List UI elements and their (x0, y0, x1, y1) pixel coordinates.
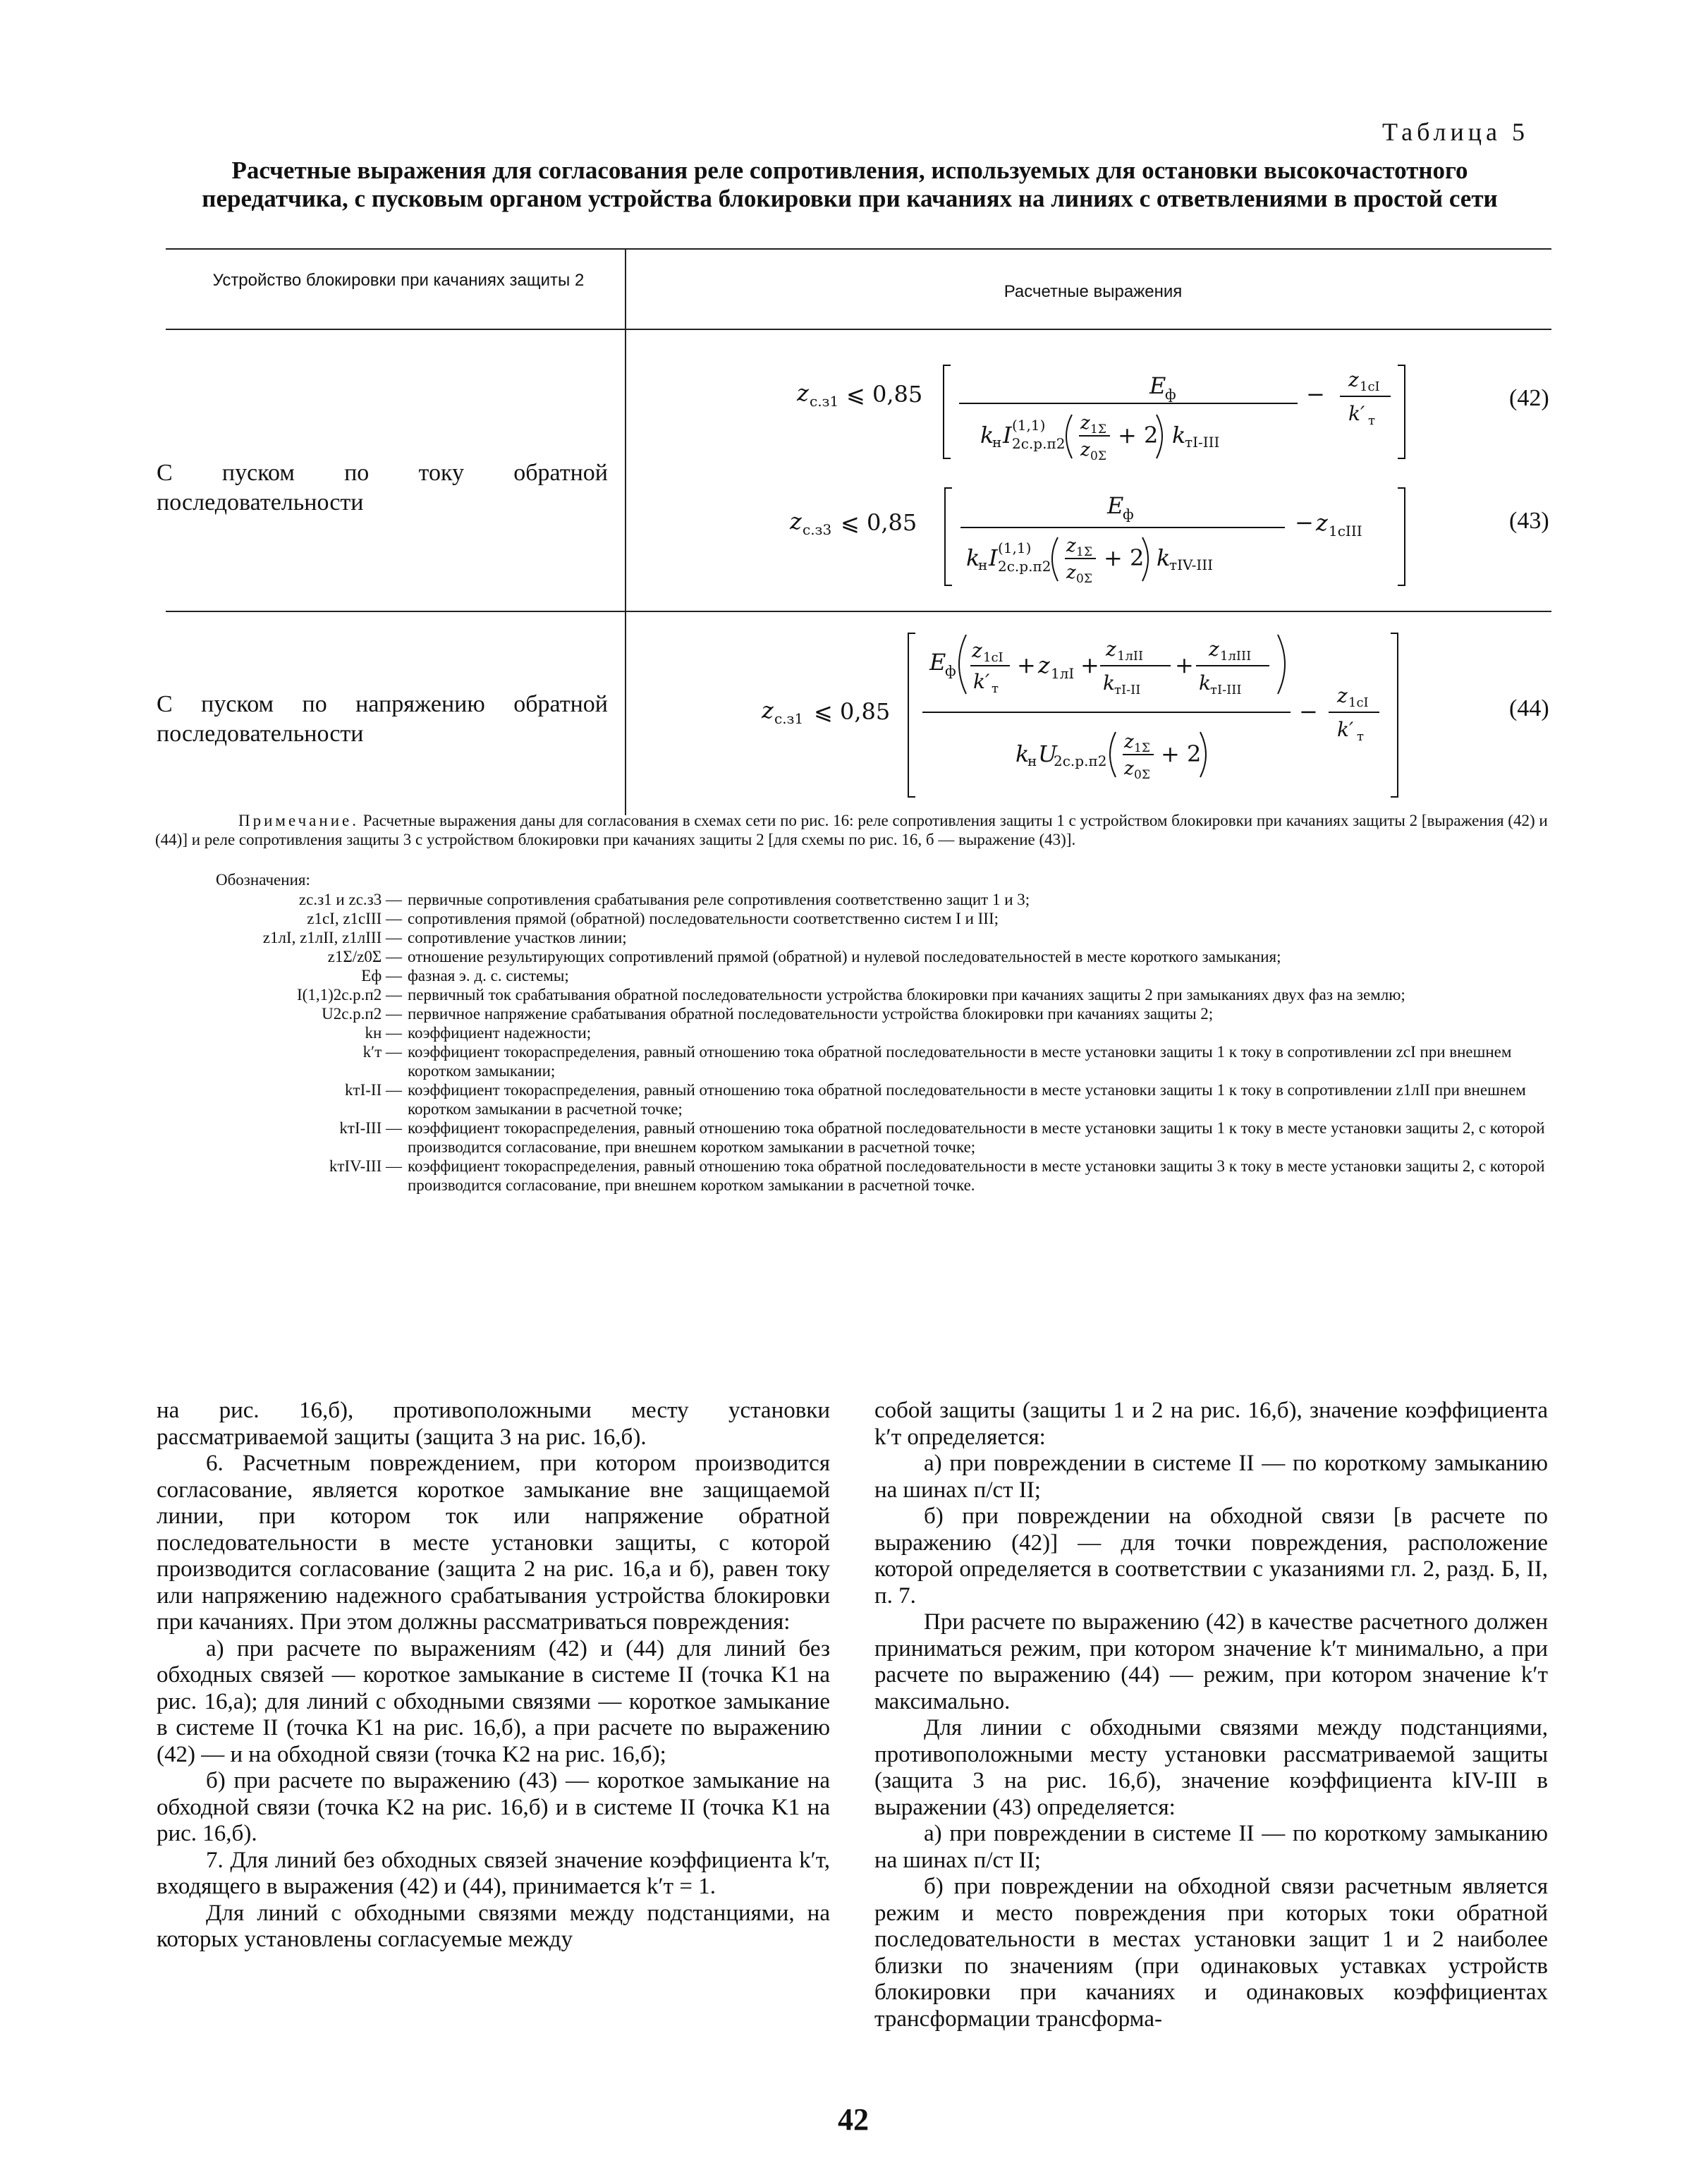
svg-text:k: k (1103, 671, 1115, 695)
svg-text:k: k (1015, 740, 1030, 767)
svg-text:2с.р.п2: 2с.р.п2 (998, 558, 1051, 575)
svg-text:1лIII: 1лIII (1220, 649, 1252, 664)
right-column (874, 1398, 1548, 2032)
definition-row (155, 966, 1566, 985)
paragraph: Для линий с обходными связями между подстанциями, на которых установлены согласуемые между (157, 1900, 830, 1952)
svg-text:+: + (1175, 652, 1194, 678)
definition-symbol: kтI-II — (345, 1081, 402, 1099)
row-label-voltage: С пуском по напряжению обратной последовательности (157, 691, 608, 747)
svg-text:+ 2: + 2 (1118, 422, 1159, 449)
svg-text:0Σ: 0Σ (1076, 572, 1092, 586)
definition-symbol: I(1,1)2с.р.п2 — (297, 986, 402, 1004)
definition-row (155, 1118, 1566, 1157)
legend-title: Обозначения: (216, 871, 310, 889)
paragraph: б) при повреждении на обходной связи [в расчете по выражению (42)] — для точки повреждения, расположение которой определяется в соответствии с указаниями гл. 2, разд. Б, II, п. 7. (874, 1504, 1548, 1609)
svg-text:1cI: 1cI (1348, 695, 1369, 710)
svg-text:н: н (978, 556, 988, 573)
definition-row (155, 1157, 1566, 1195)
definition-text: фазная э. д. с. системы; (408, 967, 569, 984)
svg-text:z: z (1080, 439, 1090, 461)
svg-text:тI-III: тI-III (1210, 683, 1242, 697)
table-label: Таблица 5 (1382, 118, 1529, 146)
definition-text: коэффициент токораспределения, равный отношению тока обратной последовательности в месте установки защиты 1 к току в месте установки защиты 2, с которой производится согласование, при внешнем коротком замыкании в расчетной точке; (408, 1119, 1545, 1156)
paragraph: а) при повреждении в системе II — по короткому замыканию на шинах п/ст II; (874, 1821, 1548, 1873)
definition-text: первичный ток срабатывания обратной последовательности устройства блокировки при качаниях защиты 2 при замыканиях двух фаз на землю; (408, 986, 1405, 1004)
equation-43-number: (43) (1509, 508, 1549, 534)
svg-text:ф: ф (1123, 506, 1134, 523)
svg-text:тI-II: тI-II (1114, 683, 1141, 697)
note-prefix: Примечание. (238, 812, 359, 829)
svg-text:н: н (1027, 752, 1037, 769)
svg-text:z: z (1106, 638, 1116, 661)
svg-text:1лI: 1лI (1051, 665, 1075, 682)
svg-text:1Σ: 1Σ (1090, 422, 1106, 437)
paragraph: 6. Расчетным повреждением, при котором производится согласование, является короткое замыкание вне защищаемой линии, при котором ток или напряжение обратной последовательности в месте установки защиты, с которой производится согласование (защита 2 на рис. 16,а и б), равен току или напряжению надежного срабатывания устройства блокировки при качаниях. При этом должны рассматриваться повреждения: (157, 1451, 830, 1635)
definition-text: коэффициент токораспределения, равный отношению тока обратной последовательности в месте установки защиты 3 к току в месте установки защиты 2, с которой производится согласование, при внешнем коротком замыкании в расчетной точке. (408, 1157, 1545, 1194)
svg-text:k′: k′ (1348, 402, 1365, 425)
paragraph: При расчете по выражению (42) в качестве расчетного должен приниматься режим, при котором значение k′т минимально, а при расчете по выражению (44) — режим, при котором значение k′т максимально. (874, 1609, 1548, 1714)
paragraph: а) при повреждении в системе II — по короткому замыканию на шинах п/ст II; (874, 1451, 1548, 1503)
svg-text:E: E (929, 649, 946, 676)
definition-symbol: U2с.р.п2 — (322, 1005, 402, 1023)
svg-text:1cI: 1cI (1360, 379, 1380, 394)
svg-text:U: U (1038, 740, 1057, 767)
svg-text:т: т (992, 681, 999, 696)
svg-text:с.з1: с.з1 (774, 710, 804, 727)
svg-text:k: k (1199, 671, 1211, 695)
definition-symbol: zс.з1 и zс.з3 — (298, 891, 402, 908)
definition-symbol: Eф — (361, 967, 402, 984)
definition-symbol: z1cI, z1cIII — (307, 910, 402, 927)
svg-text:E: E (1107, 492, 1124, 519)
definition-symbol: z1лI, z1лII, z1лIII — (262, 929, 402, 946)
definition-symbol: z1Σ/z0Σ — (327, 948, 402, 965)
svg-text:тIV-III: тIV-III (1169, 556, 1214, 573)
paragraph: на рис. 16,б), противоположными месту установки рассматриваемой защиты (защита 3 на рис. 16,б). (157, 1398, 830, 1450)
col-header-device: Устройство блокировки при качаниях защиты 2 (212, 271, 585, 290)
col-header-expressions: Расчетные выражения (1004, 282, 1183, 301)
svg-text:−: − (1299, 698, 1318, 725)
note-text: Расчетные выражения даны для согласования в схемах сети по рис. 16: реле сопротивления защиты 1 с устройством блокировки при качаниях защиты 2 [выражения (42) и (44)] и реле сопротивления защиты 3 с устройством блокировки при качаниях защиты 2 [для схемы по рис. 16, б — выражение (43)]. (155, 812, 1548, 848)
svg-text:⩽ 0,85: ⩽ 0,85 (846, 381, 923, 408)
svg-text:+ 2: + 2 (1161, 740, 1202, 767)
paragraph: б) при расчете по выражению (43) — короткое замыкание на обходной связи (точка K2 на рис. 16,б) и в системе II (точка K1 на рис. 16,б). (157, 1768, 830, 1846)
definition-text: первичное напряжение срабатывания обратной последовательности устройства блокировки при качаниях защиты 2; (408, 1005, 1214, 1023)
svg-text:−: − (1295, 509, 1314, 536)
svg-text:z: z (1337, 684, 1348, 707)
definition-text: коэффициент токораспределения, равный отношению тока обратной последовательности в месте установки защиты 1 к току в сопротивлении zcI при внешнем коротком замыкании; (408, 1043, 1512, 1080)
svg-text:z: z (1038, 652, 1050, 678)
svg-text:z: z (797, 379, 809, 406)
header-rule (166, 329, 1551, 330)
paragraph: 7. Для линий без обходных связей значение коэффициента k′т, входящего в выражения (42) и (44), принимается k′т = 1. (157, 1847, 830, 1899)
definition-text: коэффициент токораспределения, равный отношению тока обратной последовательности в месте установки защиты 1 к току в сопротивлении z1лII при внешнем коротком замыкании в расчетной точке; (408, 1081, 1526, 1118)
svg-text:I: I (1003, 422, 1012, 449)
definitions-list (155, 890, 1566, 1195)
svg-text:k: k (966, 544, 980, 571)
svg-text:0Σ: 0Σ (1134, 768, 1150, 782)
svg-text:k: k (1157, 544, 1171, 571)
definition-row (155, 1080, 1566, 1118)
svg-text:2с.р.п2: 2с.р.п2 (1054, 752, 1107, 769)
definition-symbol: kтIV-III — (329, 1157, 402, 1175)
svg-text:2с.р.п2: 2с.р.п2 (1012, 435, 1066, 452)
svg-text:I: I (989, 544, 998, 571)
equation-42 (776, 353, 1432, 480)
svg-text:z: z (762, 697, 774, 724)
column-divider (625, 248, 626, 815)
svg-text:z: z (1080, 413, 1090, 434)
equation-44-number: (44) (1509, 695, 1549, 721)
definition-row (155, 890, 1566, 909)
svg-text:(1,1): (1,1) (1012, 417, 1046, 434)
svg-text:z: z (972, 639, 982, 662)
svg-text:E: E (1149, 372, 1166, 399)
equation-42-number: (42) (1509, 385, 1549, 411)
svg-text:+ 2: + 2 (1104, 544, 1145, 571)
svg-text:1cI: 1cI (983, 650, 1004, 665)
definition-text: отношение результирующих сопротивлений прямой (обратной) и нулевой последовательностей в месте короткого замыкания; (408, 948, 1281, 965)
svg-text:1Σ: 1Σ (1134, 741, 1150, 755)
svg-text:z: z (1066, 535, 1076, 556)
svg-text:k: k (1172, 422, 1186, 449)
svg-text:⩽ 0,85: ⩽ 0,85 (814, 698, 891, 725)
definition-symbol: kн — (365, 1024, 402, 1042)
svg-text:1Σ: 1Σ (1076, 545, 1092, 559)
svg-text:⩽ 0,85: ⩽ 0,85 (841, 509, 917, 536)
svg-text:0Σ: 0Σ (1090, 449, 1106, 463)
svg-text:z: z (1066, 562, 1076, 583)
definition-row (155, 909, 1566, 928)
definition-row (155, 985, 1566, 1004)
svg-text:z: z (1348, 368, 1359, 391)
svg-text:ф: ф (1165, 386, 1176, 403)
table-top-rule (166, 248, 1551, 250)
svg-text:z: z (790, 508, 802, 535)
definition-row (155, 1023, 1566, 1042)
left-column (157, 1398, 830, 1953)
svg-text:k′: k′ (1337, 718, 1354, 741)
svg-text:тI-III: тI-III (1185, 434, 1220, 451)
svg-text:k′: k′ (973, 670, 990, 693)
definition-row (155, 1042, 1566, 1080)
svg-text:z: z (1124, 758, 1134, 779)
table-title: Расчетные выражения для согласования реле сопротивления, используемых для остановки высокочастотного передатчика, с пусковым органом устройства блокировки при качаниях на линиях с ответвлениями в простой сети (202, 157, 1498, 212)
svg-text:с.з1: с.з1 (810, 393, 839, 410)
definition-text: сопротивление участков линии; (408, 929, 627, 946)
svg-text:z: z (1209, 638, 1219, 661)
svg-text:z: z (1316, 509, 1328, 536)
table-note (155, 811, 1566, 849)
svg-text:1лII: 1лII (1117, 649, 1144, 664)
svg-text:т: т (1368, 413, 1375, 428)
svg-text:k: k (980, 422, 994, 449)
definition-text: сопротивления прямой (обратной) последовательности соответственно систем I и III; (408, 910, 999, 927)
definition-symbol: k′т — (362, 1043, 402, 1061)
svg-text:−: − (1306, 381, 1325, 408)
paragraph: Для линии с обходными связями между подстанциями, противоположными месту установки рассматриваемой защиты (защита 3 на рис. 16,б), значение коэффициента kIV-III в выражении (43) определяется: (874, 1715, 1548, 1820)
svg-text:z: z (1124, 731, 1134, 752)
paragraph: собой защиты (защиты 1 и 2 на рис. 16,б), значение коэффициента k′т определяется: (874, 1398, 1548, 1450)
definition-row (155, 1004, 1566, 1023)
definition-row (155, 947, 1566, 966)
svg-text:1cIII: 1cIII (1329, 523, 1362, 539)
definition-text: коэффициент надежности; (408, 1024, 592, 1042)
svg-text:н: н (992, 434, 1002, 451)
paragraph: б) при повреждении на обходной связи расчетным является режим и место повреждения при которых токи обратной последовательности в местах установки защит 1 и 2 наиболее близки по значениям (при одинаковых уставках устройств блокировки при качаниях и одинаковых коэффициентах трансформации трансформа- (874, 1874, 1548, 2032)
definition-row (155, 928, 1566, 947)
equation-43 (776, 480, 1432, 599)
row-rule (166, 611, 1551, 612)
svg-text:+: + (1080, 652, 1099, 678)
definition-text: первичные сопротивления срабатывания реле сопротивления соответственно защит 1 и 3; (408, 891, 1030, 908)
equation-44 (748, 621, 1453, 804)
page-number: 42 (838, 2102, 869, 2137)
paragraph: а) при расчете по выражениям (42) и (44) для линий без обходных связей — короткое замыкание в системе II (точка K1 на рис. 16,а); для линий с обходными связями — короткое замыкание в системе II (точка K1 на рис. 16,б), а при расчете по выражению (42) — и на обходной связи (точка K2 на рис. 16,б); (157, 1635, 830, 1767)
svg-text:с.з3: с.з3 (803, 521, 832, 538)
row-label-current: С пуском по току обратной последовательности (157, 460, 608, 516)
svg-text:(1,1): (1,1) (998, 539, 1032, 556)
svg-text:+: + (1017, 652, 1036, 678)
definition-symbol: kтI-III — (339, 1119, 402, 1137)
svg-text:т: т (1357, 729, 1364, 744)
svg-text:ф: ф (945, 662, 956, 679)
